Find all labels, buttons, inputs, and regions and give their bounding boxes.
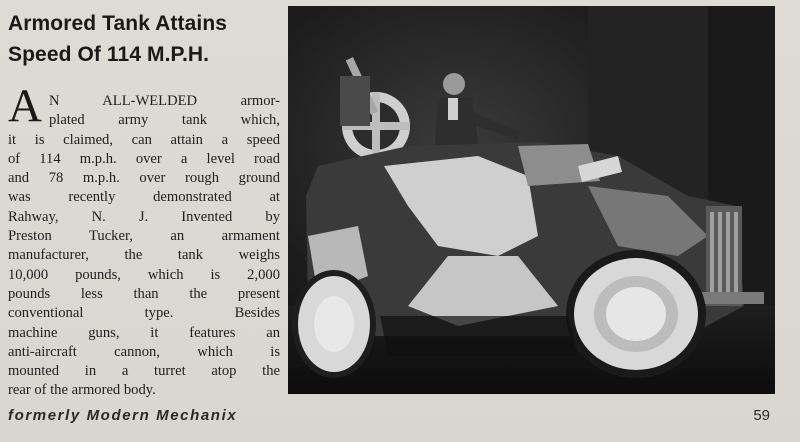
front-wheel [566,250,706,378]
armored-car-illustration [288,6,775,394]
page-number: 59 [753,407,770,424]
body-line: Rahway, N. J. Invented by [8,208,280,225]
body-line: 10,000 pounds, which is 2,000 [8,266,280,283]
publication-name: formerly Modern Mechanix [8,407,238,424]
headline-line: Armored Tank Attains [8,12,228,35]
body-line: was recently demonstrated at [8,189,280,206]
body-line: of 114 m.p.h. over a level road [8,150,280,167]
body-line: anti-aircraft cannon, which is [8,343,280,360]
tank-photo [288,6,775,394]
drop-cap: A [8,80,42,132]
body-line: machine guns, it features an [8,324,280,341]
body-line: Preston Tucker, an armament [8,228,280,245]
article-body [8,92,280,401]
body-line: it is claimed, can attain a speed [8,131,280,148]
body-line: conventional type. Besides [8,305,280,322]
headline-line: Speed Of 114 M.P.H. [8,43,210,66]
body-shadow [380,316,578,356]
body-line: mounted in a turret atop the [8,363,280,380]
article-column [8,8,280,399]
body-line: manufacturer, the tank weighs [8,247,280,264]
rear-wheel [292,270,376,378]
body-line: plated army tank which, [49,112,280,129]
body-line: N ALL-WELDED armor- [49,93,280,109]
body-line: rear of the armored body. [8,382,156,399]
body-line: and 78 m.p.h. over rough ground [8,170,280,187]
article-headline [8,8,280,70]
body-line: pounds less than the present [8,285,280,302]
front-grille [706,206,742,306]
